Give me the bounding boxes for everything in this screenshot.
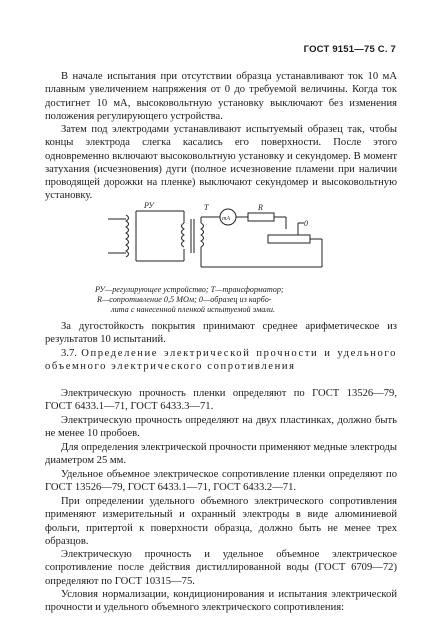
section-heading-3-7 — [45, 347, 397, 374]
paragraph-conditions: Условия нормализации, кондиционирования и испытания электрической прочности и удельного объемного электрического сопротивления: — [45, 589, 397, 614]
section-number: 3.7. — [61, 348, 77, 359]
transformer-primary — [182, 223, 185, 247]
figure-caption-line-2: R—сопротивление 0,5 МОм; 0—образец из карбо- — [97, 295, 272, 304]
sample-plate-icon — [268, 235, 310, 243]
label-transformer: Т — [204, 203, 209, 212]
paragraph-strength-gost: Электрическую прочность пленки определяют по ГОСТ 13526—79, ГОСТ 6433.1—71, ГОСТ 6433.3—71. — [45, 388, 397, 413]
figure-caption-line-3: лита с нанесенной пленкой испытуемой эмали. — [111, 305, 276, 314]
section-title: Определение электрической прочности и удельного объемного электрического сопротивления — [45, 348, 397, 373]
paragraph-arc-resistance: За дугостойкость покрытия принимают среднее арифметическое из результатов 10 испытаний. — [45, 321, 397, 346]
paragraph-volume-resistance: Удельное объемное электрическое сопротивление пленки определяют по ГОСТ 13526—79, ГОСТ 6433.1—71, ГОСТ 6433.2—71. — [45, 469, 397, 494]
regulator-coil — [126, 215, 129, 257]
circuit-diagram — [108, 201, 338, 281]
figure-caption-line-1: РУ—регулирующее устройство; Т—трансформатор; — [95, 285, 284, 294]
paragraph-start-test: В начале испытания при отсутствии образца устанавливают ток 10 мА плавным увеличением напряжения от 0 до требуемой величины. Когда ток достигнет 10 мА, высоковольтную установку выключают без изменения положения регулирующего устройства. — [45, 71, 397, 122]
transformer-secondary — [201, 223, 204, 247]
paragraph-distilled-water: Электрическую прочность и удельное объемное электрическое сопротивление после действия дистиллированной воды (ГОСТ 6709—72) определяют по ГОСТ 10315—75. — [45, 549, 397, 587]
paragraph-place-sample: Затем под электродами устанавливают испытуемый образец так, чтобы концы электрода слегка касались его поверхности. После этого одновременно включают высоковольтную установку и секундомер. В момент затухания (исчезновения) дуги (полное исчезновение пламени при наличии проводящей дорожки на пленке) выключают секундомер и высоковольтную установку. — [45, 124, 397, 202]
label-sample: 0 — [304, 219, 308, 228]
page-header: ГОСТ 9151—75 С. 7 — [303, 44, 396, 55]
resistor-icon — [248, 213, 274, 221]
label-milliammeter: mA — [222, 216, 230, 222]
label-resistor: R — [258, 203, 263, 212]
paragraph-electrodes-foil: При определении удельного объемного электрического сопротивления применяют измерительный и охранный электроды в виде алюминиевой фольги, притертой к поверхности образца, должно быть не менее трех образцов. — [45, 496, 397, 547]
paragraph-copper-electrodes: Для определения электрической прочности применяют медные электроды диаметром 25 мм. — [45, 442, 397, 467]
paragraph-two-plates: Электрическую прочность определяют на двух пластинках, должно быть не менее 10 пробоев. — [45, 415, 397, 440]
label-regulator: РУ — [144, 201, 154, 210]
